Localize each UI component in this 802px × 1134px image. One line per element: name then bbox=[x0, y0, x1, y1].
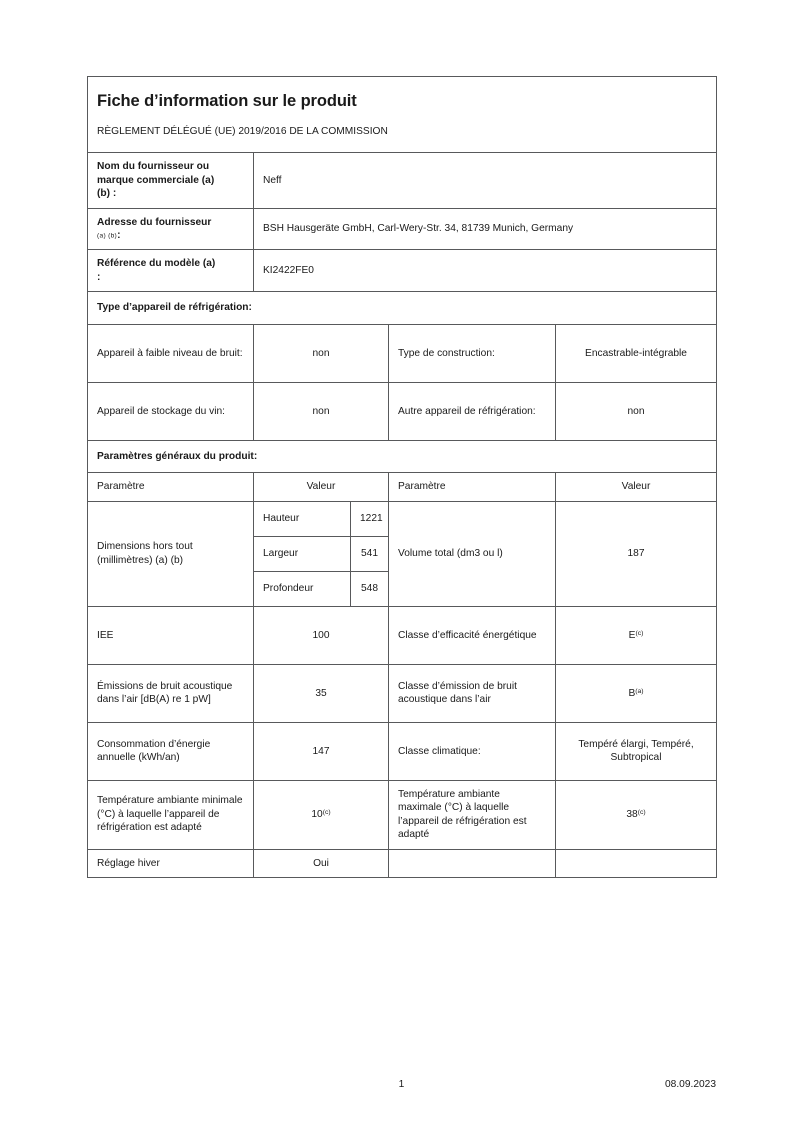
low-noise-label: Appareil à faible niveau de bruit: bbox=[88, 324, 254, 382]
climate-class-label: Classe climatique: bbox=[389, 722, 556, 780]
model-reference-label bbox=[88, 250, 254, 292]
supplier-address-row bbox=[88, 208, 717, 250]
total-volume-value: 187 bbox=[556, 501, 717, 606]
supplier-name-label bbox=[88, 153, 254, 208]
low-noise-value: non bbox=[254, 324, 389, 382]
min-ambient-temperature-number: 10 bbox=[311, 808, 323, 820]
noise-emission-value: 35 bbox=[254, 664, 389, 722]
energy-efficiency-class-label: Classe d’efficacité énergétique bbox=[389, 606, 556, 664]
energy-efficiency-class-letter: E bbox=[628, 629, 636, 641]
max-ambient-temperature-value bbox=[556, 780, 717, 849]
min-ambient-temperature-footnote: (c) bbox=[322, 808, 331, 816]
dimension-height-row bbox=[254, 502, 388, 537]
winter-setting-value: Oui bbox=[254, 849, 389, 877]
other-refrigerating-appliance-value: non bbox=[556, 382, 717, 440]
noise-emission-class-letter: B bbox=[628, 687, 636, 699]
noise-emission-label: Émissions de bruit acoustique dans l’air [dB(A) re 1 pW] bbox=[88, 664, 254, 722]
wine-storage-value: non bbox=[254, 382, 389, 440]
dimensions-row bbox=[88, 501, 717, 606]
eei-label: IEE bbox=[88, 606, 254, 664]
noise-emission-class-value bbox=[556, 664, 717, 722]
min-ambient-temperature-value bbox=[254, 780, 389, 849]
winter-setting-empty-value bbox=[556, 849, 717, 877]
annual-energy-consumption-label: Consommation d’énergie annuelle (kWh/an) bbox=[88, 722, 254, 780]
supplier-name-value: Neff bbox=[254, 153, 717, 208]
winter-setting-row bbox=[88, 849, 717, 877]
supplier-address-label-footnotes: (a) (b) bbox=[97, 232, 118, 240]
dimension-depth-value: 548 bbox=[351, 571, 389, 606]
product-fiche-sheet bbox=[87, 76, 716, 878]
low-noise-row bbox=[88, 324, 717, 382]
dimension-depth-row bbox=[254, 571, 388, 606]
page-number: 1 bbox=[398, 1079, 405, 1090]
noise-emission-class-footnote: (a) bbox=[635, 687, 644, 695]
supplier-name-label-line2: marque commerciale (a) bbox=[97, 174, 215, 186]
model-reference-label-colon: : bbox=[97, 271, 101, 283]
regulation-cell bbox=[88, 119, 717, 153]
supplier-address-label-colon: : bbox=[117, 230, 121, 242]
noise-emission-row bbox=[88, 664, 717, 722]
annual-energy-consumption-row bbox=[88, 722, 717, 780]
max-ambient-temperature-number: 38 bbox=[626, 808, 638, 820]
header-value-2: Valeur bbox=[556, 473, 717, 501]
model-reference-label-text: Référence du modèle (a) bbox=[97, 258, 216, 270]
dimension-width-label: Largeur bbox=[254, 536, 351, 571]
dimension-depth-label: Profondeur bbox=[254, 571, 351, 606]
header-value-1: Valeur bbox=[254, 473, 389, 501]
supplier-name-label-line1: Nom du fournisseur ou bbox=[97, 161, 210, 173]
regulation-text: RÈGLEMENT DÉLÉGUÉ (UE) 2019/2016 DE LA COMMISSION bbox=[97, 125, 388, 137]
header-parameter-2: Paramètre bbox=[389, 473, 556, 501]
appliance-type-section-title: Type d’appareil de réfrigération: bbox=[88, 292, 717, 324]
winter-setting-label: Réglage hiver bbox=[88, 849, 254, 877]
max-ambient-temperature-label: Température ambiante maximale (°C) à laquelle l’appareil de réfrigération est adapté bbox=[389, 780, 556, 849]
winter-setting-empty-label bbox=[389, 849, 556, 877]
page-footer bbox=[87, 1079, 716, 1095]
supplier-address-value: BSH Hausgeräte GmbH, Carl-Wery-Str. 34, 81739 Munich, Germany bbox=[254, 208, 717, 250]
wine-storage-label: Appareil de stockage du vin: bbox=[88, 382, 254, 440]
climate-class-value: Tempéré élargi, Tempéré, Subtropical bbox=[556, 722, 717, 780]
title-cell bbox=[88, 77, 717, 119]
supplier-name-row bbox=[88, 153, 717, 208]
dimension-height-label: Hauteur bbox=[254, 502, 351, 537]
construction-type-value: Encastrable-intégrable bbox=[556, 324, 717, 382]
dimension-height-value: 1221 bbox=[351, 502, 389, 537]
parameters-header-row bbox=[88, 473, 717, 501]
annual-energy-consumption-value: 147 bbox=[254, 722, 389, 780]
general-parameters-section-row bbox=[88, 440, 717, 472]
model-reference-row bbox=[88, 250, 717, 292]
dimensions-label: Dimensions hors tout (millimètres) (a) (b) bbox=[88, 501, 254, 606]
min-ambient-temperature-label: Température ambiante minimale (°C) à laquelle l’appareil de réfrigération est adapté bbox=[88, 780, 254, 849]
dimensions-subtable-cell bbox=[254, 501, 389, 606]
dimensions-subtable bbox=[254, 502, 388, 606]
appliance-type-section-row bbox=[88, 292, 717, 324]
regulation-row bbox=[88, 119, 717, 153]
other-refrigerating-appliance-label: Autre appareil de réfrigération: bbox=[389, 382, 556, 440]
construction-type-label: Type de construction: bbox=[389, 324, 556, 382]
eei-row bbox=[88, 606, 717, 664]
supplier-address-label-text: Adresse du fournisseur bbox=[97, 216, 212, 228]
model-reference-value: KI2422FE0 bbox=[254, 250, 717, 292]
supplier-address-label bbox=[88, 208, 254, 250]
noise-emission-class-label: Classe d’émission de bruit acoustique dans l’air bbox=[389, 664, 556, 722]
supplier-name-label-line3: (b) : bbox=[97, 188, 117, 200]
energy-efficiency-class-value bbox=[556, 606, 717, 664]
eei-value: 100 bbox=[254, 606, 389, 664]
title-row bbox=[88, 77, 717, 119]
total-volume-label: Volume total (dm3 ou l) bbox=[389, 501, 556, 606]
page-title: Fiche d’information sur le produit bbox=[97, 92, 357, 110]
energy-efficiency-class-footnote: (c) bbox=[635, 629, 644, 637]
max-ambient-temperature-footnote: (c) bbox=[637, 808, 646, 816]
document-date: 08.09.2023 bbox=[665, 1079, 716, 1090]
general-parameters-section-title: Paramètres généraux du produit: bbox=[88, 440, 717, 472]
product-information-table bbox=[87, 76, 717, 878]
ambient-temperature-row bbox=[88, 780, 717, 849]
wine-storage-row bbox=[88, 382, 717, 440]
header-parameter-1: Paramètre bbox=[88, 473, 254, 501]
dimension-width-row bbox=[254, 536, 388, 571]
dimension-width-value: 541 bbox=[351, 536, 389, 571]
